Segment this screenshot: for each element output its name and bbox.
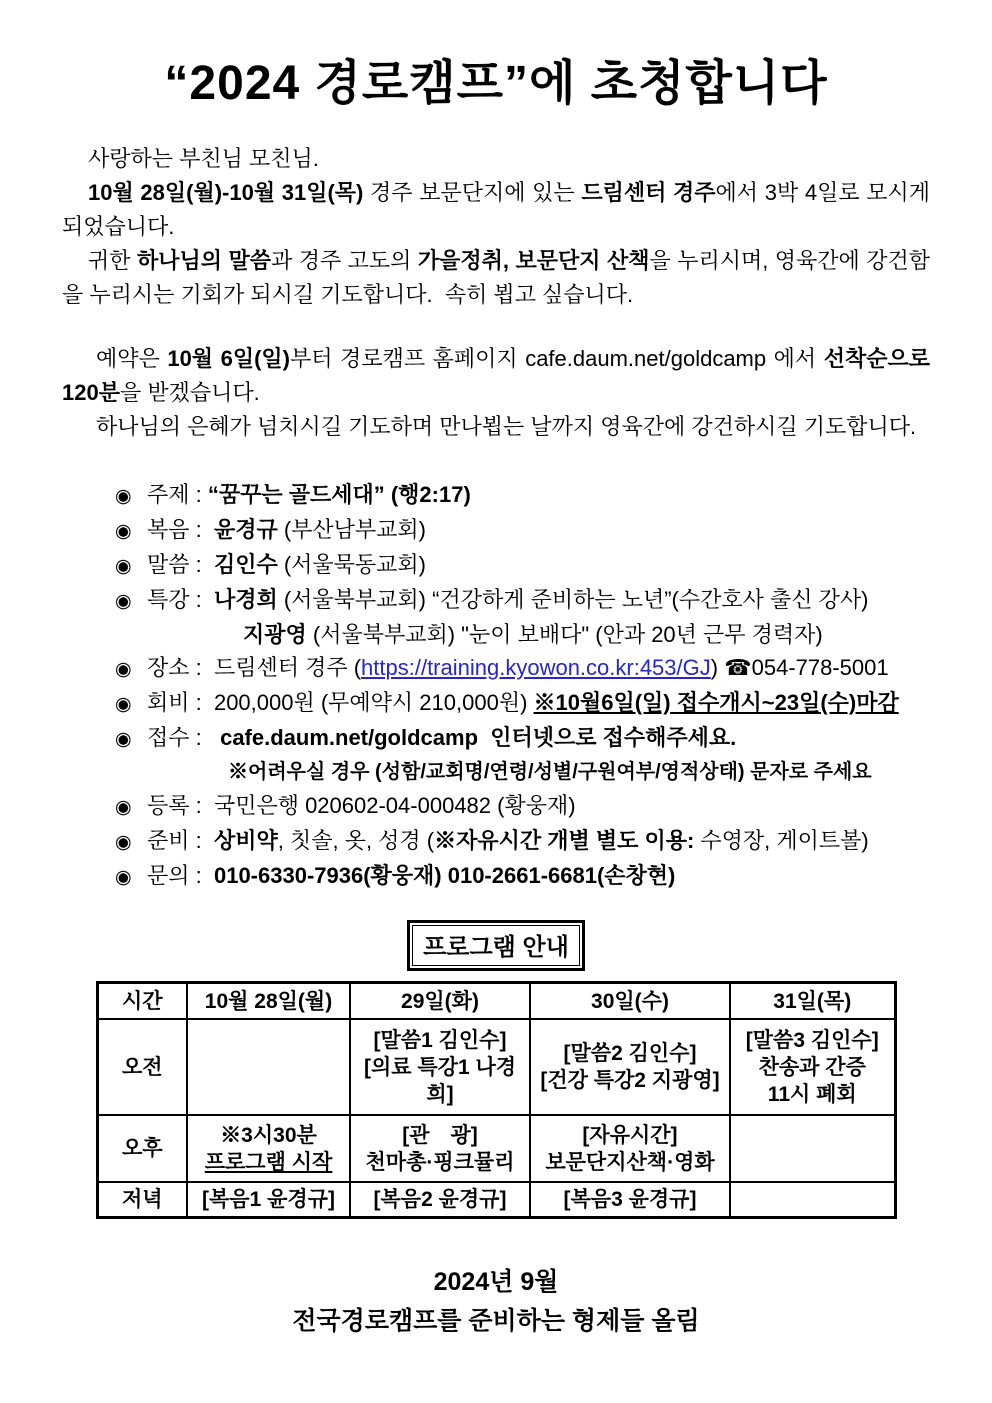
text-segment: cafe.daum.net/goldcamp: [220, 725, 479, 750]
details-list: [0, 478, 992, 894]
intro-paragraph: [62, 176, 930, 244]
list-item-text: [147, 863, 675, 888]
intro-paragraph: [62, 142, 930, 176]
list-item-text: [147, 482, 471, 507]
list-item-register: [0, 789, 992, 824]
table-cell-line: [말씀1 김인수]: [373, 1028, 507, 1052]
bullet-icon: ◉: [115, 486, 132, 507]
list-item-text: [147, 725, 736, 750]
text-segment: 을 받겠습니다.: [119, 380, 260, 405]
list-item-fee: [0, 686, 992, 721]
list-item-message: [0, 548, 992, 583]
text-segment: 010-6330-7936(황웅재) 010-2661-6681(손창현): [213, 863, 676, 888]
table-cell-line: [복음2 윤경규]: [373, 1188, 507, 1211]
table-cell-line: 11시 폐회: [767, 1082, 857, 1106]
bullet-icon: ◉: [115, 591, 132, 612]
text-segment: 지광영: [243, 622, 307, 647]
list-item-text: [228, 761, 872, 783]
table-cell: [350, 1115, 530, 1182]
table-cell-line: 보문단지산책·영화: [545, 1150, 715, 1174]
list-item-text: [147, 793, 576, 818]
list-item-text: [147, 655, 889, 680]
text-segment: 선착순으로 120분: [62, 346, 930, 405]
list-item-text: [147, 552, 426, 577]
table-header-day1: 10월 28일(월): [187, 983, 350, 1020]
signature-block: [0, 1263, 992, 1341]
table-cell-line: [자유시간]: [582, 1123, 678, 1147]
text-segment: 주제 :: [147, 482, 208, 507]
intro-section: [62, 142, 930, 444]
text-segment: 귀한: [88, 248, 137, 273]
text-segment: 문의 :: [147, 863, 214, 888]
text-segment: 경주 보문단지에 있는: [363, 180, 582, 205]
table-cell-line: [관 광]: [402, 1123, 478, 1147]
table-cell: [187, 1182, 350, 1218]
list-item-apply: [0, 721, 992, 756]
text-segment: 하나님의 말씀: [136, 248, 271, 273]
text-segment: , 칫솔, 옷, 성경 (: [277, 828, 435, 853]
table-row-evening: [97, 1182, 895, 1218]
signature-sender: 전국경로캠프를 준비하는 형제들 올림: [292, 1307, 700, 1335]
text-segment: ※10월6일(일) 접수개시~23일(수)마감: [533, 690, 899, 715]
text-segment: 가을정취, 보문단지 산책: [417, 248, 650, 273]
bullet-icon: ◉: [115, 832, 132, 853]
text-segment: ): [710, 655, 725, 680]
list-item-text: [243, 622, 823, 647]
table-header-day4: 31일(목): [730, 983, 895, 1020]
list-item-text: [147, 828, 869, 853]
text-segment: 윤경규: [213, 517, 278, 542]
list-item-topic: [0, 478, 992, 513]
text-segment: (부산남부교회): [277, 517, 427, 542]
table-cell: [187, 1019, 350, 1115]
list-item-contact: [0, 859, 992, 894]
table-cell-line: [말씀2 김인수]: [563, 1042, 697, 1065]
signature-date: 2024년 9월: [433, 1268, 559, 1296]
table-row-afternoon: [97, 1115, 895, 1182]
table-cell: [350, 1019, 530, 1115]
text-segment: 상비약: [213, 828, 278, 853]
table-cell: [530, 1019, 730, 1115]
external-link[interactable]: https://training.kyowon.co.kr:453/GJ: [361, 655, 711, 680]
text-segment: 드림센터 경주: [581, 180, 716, 205]
intro-paragraph: [62, 410, 930, 444]
table-cell-line: [의료 특강1 나경희]: [363, 1055, 517, 1106]
table-cell: [187, 1115, 350, 1182]
bullet-icon: ◉: [115, 797, 132, 818]
text-segment: 준비 :: [147, 828, 214, 853]
text-segment: 회비 : 200,000원 (무예약시 210,000원): [147, 690, 534, 715]
list-item-text: [147, 690, 899, 715]
intro-paragraph: [62, 244, 930, 312]
text-segment: 말씀 :: [147, 552, 214, 577]
table-cell-line: [복음1 윤경규]: [202, 1188, 335, 1211]
bullet-icon: ◉: [115, 729, 132, 750]
text-segment: 하나님의 은혜가 넘치시길 기도하며 만나뵙는 날까지 영육간에 강건하시길 기도합니다.: [96, 414, 917, 439]
text-segment: 예약은: [96, 346, 168, 371]
bullet-icon: ◉: [115, 867, 132, 888]
text-segment: 10월 28일(월)-10월 31일(목): [88, 180, 364, 205]
table-cell: [350, 1182, 530, 1218]
table-cell: [730, 1019, 895, 1115]
list-item-place: [0, 651, 992, 686]
program-guide-box: [407, 920, 585, 971]
text-segment: 나경희: [213, 587, 278, 612]
list-item-gospel: [0, 513, 992, 548]
text-segment: 인터넷으로 접수해주세요.: [478, 725, 737, 750]
table-cell-line: 프로그램 시작: [204, 1150, 333, 1174]
table-row-morning: [97, 1019, 895, 1115]
table-cell-line: 찬송과 간증: [758, 1055, 866, 1079]
table-cell: [530, 1182, 730, 1218]
table-header-day2: 29일(화): [350, 983, 530, 1020]
table-cell: [730, 1115, 895, 1182]
program-table: [96, 981, 897, 1219]
text-segment: 등록 : 국민은행 020602-04-000482 (황웅재): [147, 793, 576, 818]
program-guide-heading: [0, 920, 992, 971]
text-segment: 김인수: [213, 552, 278, 577]
text-segment: 에서 3박 4일로 모시게 되었습니다.: [62, 180, 931, 239]
table-cell-time: 오후: [97, 1115, 187, 1182]
table-cell-line: [말씀3 김인수]: [745, 1028, 879, 1052]
text-segment: “꿈꾸는 골드세대” (행2:17): [207, 482, 471, 507]
text-segment: 수영장, 게이트볼): [694, 828, 869, 853]
table-cell: [530, 1115, 730, 1182]
intro-paragraph: [62, 342, 930, 410]
text-segment: (서울북부교회) “건강하게 준비하는 노년”(수간호사 출신 강사): [277, 587, 869, 612]
table-cell: [730, 1182, 895, 1218]
table-cell-time: 저녁: [97, 1182, 187, 1218]
table-cell-line: 천마총·핑크뮬리: [365, 1150, 515, 1174]
program-guide-label: 프로그램 안내: [412, 925, 580, 966]
table-header-time: 시간: [97, 983, 187, 1020]
text-segment: 복음 :: [147, 517, 214, 542]
table-cell-line: [복음3 윤경규]: [563, 1188, 697, 1211]
list-item-apply-note: [0, 756, 992, 789]
bullet-icon: ◉: [115, 521, 132, 542]
text-segment: 접수 :: [147, 725, 221, 750]
table-cell-line: ※3시30분: [220, 1123, 317, 1147]
list-item-text: [147, 517, 426, 542]
text-segment: ※어려우실 경우 (성함/교회명/연령/성별/구원여부/영적상태) 문자로 주세요: [228, 761, 872, 783]
text-segment: (서울북부교회) "눈이 보배다" (안과 20년 근무 경력자): [306, 622, 823, 647]
list-item-prepare: [0, 824, 992, 859]
text-segment: 을 누리시며, 영육간에 강건함을 누리시는 기회가 되시길 기도합니다. 속히 뵙고 싶습니다.: [62, 248, 931, 307]
text-segment: 장소 : 드림센터 경주 (: [147, 655, 362, 680]
text-segment: 10월 6일(일): [167, 346, 290, 371]
table-header-day3: 30일(수): [530, 983, 730, 1020]
table-cell-time: 오전: [97, 1019, 187, 1115]
bullet-icon: ◉: [115, 659, 132, 680]
text-segment: 과 경주 고도의: [270, 248, 418, 273]
list-item-lecture: [0, 583, 992, 618]
text-segment: ☎054-778-5001: [724, 655, 889, 680]
text-segment: (서울묵동교회): [277, 552, 427, 577]
bullet-icon: ◉: [115, 694, 132, 715]
list-item-text: [147, 587, 868, 612]
text-segment: ※자유시간 개별 별도 이용:: [434, 828, 695, 853]
text-segment: 특강 :: [147, 587, 214, 612]
text-segment: 부터 경로캠프 홈페이지 cafe.daum.net/goldcamp 에서: [290, 346, 824, 371]
list-item-lecture-cont: [0, 618, 992, 651]
table-cell-line: [건강 특강2 지광영]: [540, 1069, 720, 1092]
table-header-row: [97, 983, 895, 1020]
bullet-icon: ◉: [115, 556, 132, 577]
document-title: “2024 경로캠프”에 초청합니다: [164, 57, 828, 110]
text-segment: 사랑하는 부친님 모친님.: [88, 146, 319, 171]
